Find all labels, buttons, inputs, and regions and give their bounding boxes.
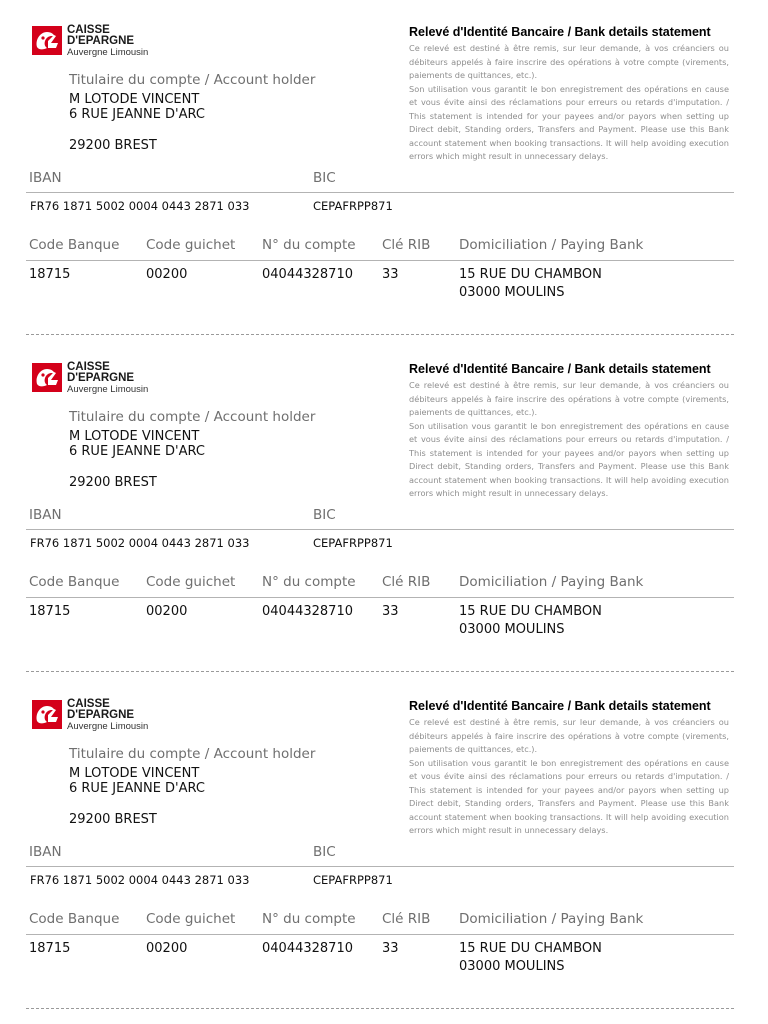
squirrel-logo-icon (32, 26, 62, 55)
account-holder-name: M LOTODE VINCENT (69, 429, 200, 444)
bic-label: BIC (313, 507, 336, 523)
bank-name-line1: CAISSE (67, 24, 110, 36)
bank-name-line2: D'EPARGNE (67, 35, 135, 47)
account-holder-label: Titulaire du compte / Account holder (69, 409, 316, 425)
bic-value: CEPAFRPP871 (313, 873, 393, 887)
account-holder-city: 29200 BREST (69, 812, 157, 827)
code-banque-label: Code Banque (29, 237, 120, 253)
account-holder-name: M LOTODE VINCENT (69, 766, 200, 781)
cut-line (26, 671, 734, 672)
rib-slip (0, 337, 768, 674)
bank-region: Auvergne Limousin (67, 721, 149, 732)
code-banque-label: Code Banque (29, 574, 120, 590)
account-number-label: N° du compte (262, 911, 356, 927)
account-number-value: 04044328710 (262, 267, 353, 282)
iban-value: FR76 1871 5002 0004 0443 2871 033 (30, 873, 250, 887)
account-holder-label: Titulaire du compte / Account holder (69, 746, 316, 762)
statement-notice-en: Son utilisation vous garantit le bon enregistrement des opérations en cause et vous évite ainsi des réclamations pour erreurs ou retards d'imputation. / This statement is intended for your payees and/or payors when setting up Direct debit, Standing orders, Transfers and Payment. Please use this Bank account statement when booking transactions. It will help avoiding execution errors which might result in unnecessary delays. (409, 420, 729, 498)
divider (26, 866, 734, 867)
rib-key-value: 33 (382, 267, 399, 282)
paying-bank-address-line2: 03000 MOULINS (459, 959, 565, 974)
statement-notice-fr: Ce relevé est destiné à être remis, sur leur demande, à vos créanciers ou débiteurs appelés à faire inscrire des opérations à votre compte (virements, paiements de quittances, etc.). (409, 43, 729, 80)
iban-value: FR76 1871 5002 0004 0443 2871 033 (30, 536, 250, 550)
paying-bank-address-line1: 15 RUE DU CHAMBON (459, 941, 602, 956)
account-holder-street: 6 RUE JEANNE D'ARC (69, 781, 205, 796)
bank-region: Auvergne Limousin (67, 384, 149, 395)
rib-key-label: Clé RIB (382, 574, 431, 590)
cut-line (26, 334, 734, 335)
account-holder-city: 29200 BREST (69, 138, 157, 153)
divider (26, 260, 734, 261)
code-banque-value: 18715 (29, 267, 71, 282)
code-guichet-value: 00200 (146, 267, 188, 282)
divider (26, 597, 734, 598)
iban-label: IBAN (29, 844, 62, 860)
paying-bank-address-line1: 15 RUE DU CHAMBON (459, 267, 602, 282)
bic-label: BIC (313, 170, 336, 186)
rib-slip (0, 0, 768, 337)
bic-value: CEPAFRPP871 (313, 199, 393, 213)
bank-name-line2: D'EPARGNE (67, 372, 135, 384)
rib-key-label: Clé RIB (382, 911, 431, 927)
account-holder-city: 29200 BREST (69, 475, 157, 490)
code-guichet-label: Code guichet (146, 237, 236, 253)
code-banque-label: Code Banque (29, 911, 120, 927)
code-guichet-label: Code guichet (146, 574, 236, 590)
squirrel-logo-icon (32, 700, 62, 729)
rib-key-value: 33 (382, 941, 399, 956)
bic-value: CEPAFRPP871 (313, 536, 393, 550)
statement-notice (409, 716, 729, 838)
paying-bank-label: Domiciliation / Paying Bank (459, 911, 644, 927)
paying-bank-label: Domiciliation / Paying Bank (459, 574, 644, 590)
account-holder-street: 6 RUE JEANNE D'ARC (69, 107, 205, 122)
code-guichet-value: 00200 (146, 604, 188, 619)
code-guichet-value: 00200 (146, 941, 188, 956)
iban-value: FR76 1871 5002 0004 0443 2871 033 (30, 199, 250, 213)
statement-notice-fr: Ce relevé est destiné à être remis, sur leur demande, à vos créanciers ou débiteurs appelés à faire inscrire des opérations à votre compte (virements, paiements de quittances, etc.). (409, 380, 729, 417)
bank-logo (32, 362, 232, 402)
statement-notice (409, 42, 729, 164)
account-holder-label: Titulaire du compte / Account holder (69, 72, 316, 88)
account-holder-name: M LOTODE VINCENT (69, 92, 200, 107)
code-banque-value: 18715 (29, 604, 71, 619)
iban-label: IBAN (29, 507, 62, 523)
bank-name-line2: D'EPARGNE (67, 709, 135, 721)
divider (26, 529, 734, 530)
paying-bank-label: Domiciliation / Paying Bank (459, 237, 644, 253)
paying-bank-address-line2: 03000 MOULINS (459, 622, 565, 637)
bic-label: BIC (313, 844, 336, 860)
account-holder-street: 6 RUE JEANNE D'ARC (69, 444, 205, 459)
statement-notice-en: Son utilisation vous garantit le bon enregistrement des opérations en cause et vous évite ainsi des réclamations pour erreurs ou retards d'imputation. / This statement is intended for your payees and/or payors when setting up Direct debit, Standing orders, Transfers and Payment. Please use this Bank account statement when booking transactions. It will help avoiding execution errors which might result in unnecessary delays. (409, 757, 729, 835)
rib-slip (0, 674, 768, 1011)
code-guichet-label: Code guichet (146, 911, 236, 927)
statement-title: Relevé d'Identité Bancaire / Bank details statement (409, 699, 711, 713)
bank-name-line1: CAISSE (67, 698, 110, 710)
bank-name (67, 362, 134, 384)
account-number-label: N° du compte (262, 237, 356, 253)
statement-notice-fr: Ce relevé est destiné à être remis, sur leur demande, à vos créanciers ou débiteurs appelés à faire inscrire des opérations à votre compte (virements, paiements de quittances, etc.). (409, 717, 729, 754)
rib-key-label: Clé RIB (382, 237, 431, 253)
statement-notice-en: Son utilisation vous garantit le bon enregistrement des opérations en cause et vous évite ainsi des réclamations pour erreurs ou retards d'imputation. / This statement is intended for your payees and/or payors when setting up Direct debit, Standing orders, Transfers and Payment. Please use this Bank account statement when booking transactions. It will help avoiding execution errors which might result in unnecessary delays. (409, 83, 729, 161)
account-number-value: 04044328710 (262, 941, 353, 956)
iban-label: IBAN (29, 170, 62, 186)
bank-logo (32, 699, 232, 739)
rib-key-value: 33 (382, 604, 399, 619)
statement-notice (409, 379, 729, 501)
bank-name (67, 25, 134, 47)
statement-title: Relevé d'Identité Bancaire / Bank details statement (409, 25, 711, 39)
squirrel-logo-icon (32, 363, 62, 392)
divider (26, 192, 734, 193)
account-number-value: 04044328710 (262, 604, 353, 619)
code-banque-value: 18715 (29, 941, 71, 956)
bank-logo (32, 25, 232, 65)
bank-name-line1: CAISSE (67, 361, 110, 373)
statement-title: Relevé d'Identité Bancaire / Bank details statement (409, 362, 711, 376)
bank-region: Auvergne Limousin (67, 47, 149, 58)
account-number-label: N° du compte (262, 574, 356, 590)
paying-bank-address-line1: 15 RUE DU CHAMBON (459, 604, 602, 619)
divider (26, 934, 734, 935)
bank-name (67, 699, 134, 721)
cut-line (26, 1008, 734, 1009)
paying-bank-address-line2: 03000 MOULINS (459, 285, 565, 300)
